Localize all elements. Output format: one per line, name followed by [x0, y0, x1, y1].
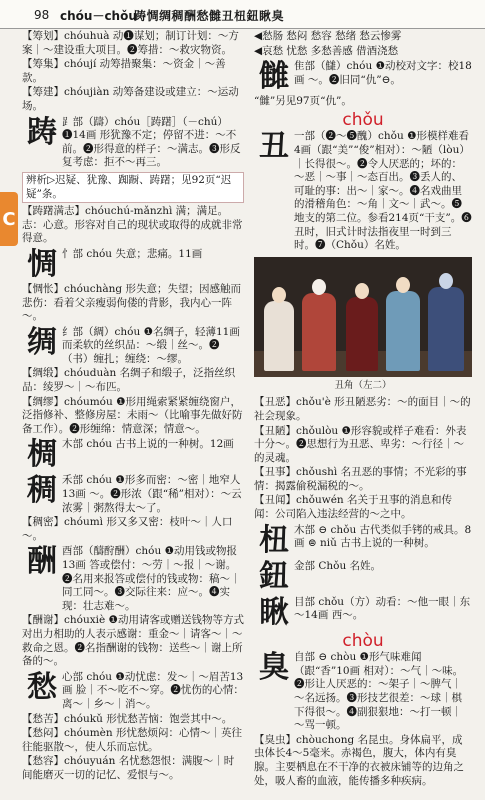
opera-figure-clown [302, 293, 336, 371]
pinyin-section-heading: chòu [342, 630, 384, 651]
headword-block [22, 116, 244, 170]
headword-definition: 一部（❷～❺醜）chǒu ❶形模样难看4画（跟“美”“俊”相对）：～陋（lòu）｜长得很～。❷令人厌恶的；坏的：～恶｜～事｜～态百出。❸丢人的、可耻的事：出～｜家～。❹名戏曲里的滑稽角色：～角｜文～｜武～。❺地支的第二位。参看214页“干支”。❻丑时，旧式计时法指夜里一时到三时。❼（Chǒu）名姓。 [294, 130, 472, 252]
headword-character: 杻 [259, 522, 289, 558]
opera-figure [386, 291, 420, 371]
pinyin-section-heading: chǒu [342, 109, 384, 130]
entry: 【稠密】chóumì 形又多又密：枝叶～｜人口～。 [22, 516, 233, 542]
headword-block [22, 438, 244, 472]
opera-figure [264, 301, 294, 371]
headword-block [254, 651, 472, 733]
headword-character: 愁 [27, 669, 57, 705]
headword-character: 绸 [27, 324, 57, 360]
headword-block [254, 524, 472, 558]
headword-character: 惆 [27, 246, 57, 282]
headword-definition: 心部 chóu ❶动忧虑：发～｜～眉苦13画 脸｜不～吃不～穿。❷忧伤的心情：离～｜乡～｜消～。 [62, 670, 244, 710]
headword-character: 踌 [27, 114, 57, 150]
headword-definition: 木部 chóu 古书上说的一种树。12画 [62, 438, 234, 451]
entry: 【愁闷】chóumèn 形忧愁烦闷：心情～｜英往往能驱散～，使人乐而忘忧。 [22, 727, 242, 753]
entry: 【丑恶】chǒu'è 形丑陋恶劣：～的面目｜～的社会现象。 [254, 396, 471, 422]
entry: 【丑闻】chǒuwén 名关于丑事的消息和传闻：公司陷入违法经营的～之中。 [254, 494, 453, 521]
headword-definition: ⻊部（躊）chóu［踌躇］（－chú）❶14画 形犹豫不定；停留不进：～不前。❷形得意的样子：～满志。❸形反复考虑：拒不～再三。 [62, 115, 241, 169]
entry: 【绸缎】chóuduàn 名绸子和缎子，泛指丝织品：绫罗～｜～布匹。 [22, 367, 236, 394]
page-number: 98 [34, 8, 50, 22]
entry: 【臭虫】chòuchong 名昆虫。身体扁平，成虫体长4～5毫米。赤褐色，腹大，体内有臭腺。主要栖息在不干净的衣被床铺等的边角之处，吸人畜的血液，能传播多种疾病。 [254, 733, 464, 787]
opera-figure [428, 287, 464, 371]
headword-character: 雠 [259, 59, 289, 95]
headword-character: 稠 [27, 473, 57, 509]
headword-block [254, 596, 472, 630]
cross-reference: “雠”另见97页“仇”。 [254, 95, 352, 108]
usage-note: 辨析▷迟疑、犹豫、踟蹰、踌躇；见92页“迟疑”条。 [22, 172, 244, 203]
photo-caption: 丑角（左二） [334, 379, 392, 391]
headword-block [22, 326, 244, 367]
headword-block [22, 545, 244, 613]
right-column [254, 30, 472, 800]
entry: 【筹集】chóují 动筹措聚集：～资金｜～善款。 [22, 58, 226, 84]
related-words: ◀哀愁 忧愁 多愁善感 借酒浇愁 [254, 44, 399, 57]
headword-character: 丑 [259, 129, 289, 165]
entry: 【愁容】chóuyuán 名忧愁怨恨：满腹～｜时间能磨灭一切的记忆、爱恨与～。 [22, 755, 235, 781]
entry: 【绸缪】chóumóu ❶形用绳索紧紧缠绕窗户，泛指修补、整修房屋：未雨～（比喻事先做好防备工作）。❷形缠绵：情意深；情意～。 [22, 395, 243, 435]
headword-definition: 隹部（讎）chóu ❶动校对文字：校18画 ～。❷旧同“仇”⊖。 [294, 60, 472, 86]
headword-definition: 禾部 chóu ❶形多而密：～密｜地窄人13画 ～。❷形浓（跟“稀”相对）：～云浓雾｜粥熬得太～了。 [62, 474, 242, 514]
headword-definition: 纟部（綢）chóu ❶名绸子，轻薄11画 而柔软的丝织品：～缎｜丝～。❷（书）缠扎；缠绕：～缪。 [62, 325, 240, 365]
headword-definition: 金部 Chǒu 名姓。 [294, 559, 382, 572]
entry: 【踌躇满志】chóuchú-mǎnzhì 满；满足。志：心意。形容对自己的现状或取得的成就非常得意。 [22, 205, 243, 245]
headword-definition: 自部 ⊖ chòu ❶形气味难闻（跟“香”10画 相对）：～气｜～味。❷形让人厌恶的：～架子｜～脾气｜～名远扬。❸形技艺很差：～球｜棋下得很～。❹副狠狠地：～打一顿｜～骂一顿。 [294, 651, 464, 732]
entry: 【筹划】chóuhuà 动❶谋划；制订计划：～方案｜～建设重大项目。❷筹措：～救灾物资。 [22, 30, 239, 56]
left-column [22, 30, 244, 800]
section-tab[interactable]: C [0, 192, 18, 246]
headword-block [254, 60, 472, 94]
entry: 【惆怅】chóuchàng 形失意；失望；因感触而悲伤：看着父亲瘦弱佝偻的背影，我内心一阵～。 [22, 282, 241, 323]
pinyin-range: chóu－chǒu [60, 9, 137, 23]
headword-character: 臭 [259, 650, 289, 686]
headword-definition: 木部 ⊖ chǒu 古代类似手铐的戒具。8画 ⊜ niǔ 古书上说的一种树。 [294, 523, 472, 550]
headword-character: 鈕 [259, 558, 289, 594]
headword-block [254, 130, 472, 252]
headword-block [22, 671, 244, 712]
entry: 【筹建】chóujiàn 动筹备建设或建立：～运动场。 [22, 86, 239, 112]
entry: 【丑陋】chǒulòu ❶形容貌或样子难看：外表十分～。❷思想行为丑恶、卑劣：～行径｜～的灵魂。 [254, 424, 467, 464]
headword-definition: 忄部 chóu 失意；悲痛。11画 [62, 247, 203, 260]
headword-definition: 目部 chǒu（方）动看：～他一眼｜东～14画 西～。 [294, 595, 471, 622]
entry: 【丑事】chǒushì 名丑恶的事情；不光彩的事情：揭露偷税漏税的～。 [254, 466, 467, 492]
headword-character: 椆 [27, 437, 57, 473]
related-words: ◀愁肠 愁闷 愁容 愁绪 愁云惨雾 [254, 30, 402, 42]
opera-figure [346, 297, 378, 371]
opera-photo [254, 257, 472, 377]
entry: 【酬谢】chóuxiè ❶动用请客或赠送钱物等方式对出力相助的人表示感谢：重金～｜请客～｜～救命之恩。❷名指酬谢的钱物：送些～｜谢上所备的～。 [22, 614, 244, 668]
header-headwords: 踌惆绸稠酬愁雠丑杻鈕瞅臭 [134, 9, 285, 23]
headword-block [22, 474, 244, 515]
page-header [0, 0, 485, 29]
headword-block [22, 248, 244, 282]
headword-character: 瞅 [259, 594, 289, 630]
entry: 【愁苦】chóukǔ 形忧愁苦恼：饱尝其中～。 [22, 712, 233, 725]
headword-block [254, 560, 472, 594]
headword-character: 酬 [27, 544, 57, 580]
headword-definition: 酉部（醻酧酬）chóu ❶动用钱或物报13画 答或偿付：～劳｜～报｜～谢。❷名用来报答或偿付的钱或物：稿～｜同工同～。❸交际往来：应～。❹实现：壮志难～。 [62, 545, 241, 612]
